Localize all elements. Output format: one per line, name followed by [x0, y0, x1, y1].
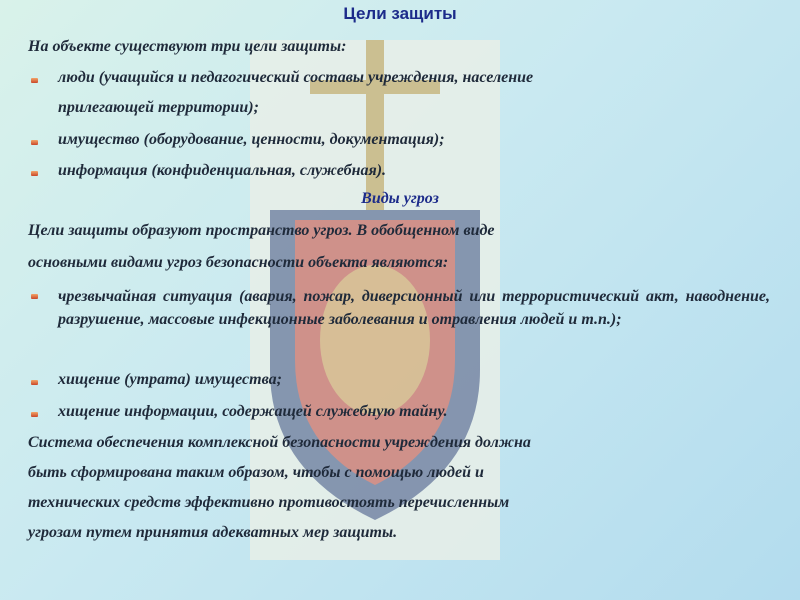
goal-item-property: имущество (оборудование, ценности, документация); — [58, 131, 445, 148]
bullet-icon — [31, 412, 38, 417]
threats-intro-line-1: Цели защиты образуют пространство угроз. В обобщенном виде — [28, 222, 495, 239]
bullet-icon — [31, 78, 38, 83]
bullet-icon — [31, 171, 38, 176]
bullet-icon — [31, 294, 38, 299]
conclusion-line-1: Система обеспечения комплексной безопасности учреждения должна — [28, 434, 531, 451]
conclusion-line-4: угрозам путем принятия адекватных мер защиты. — [28, 524, 398, 541]
conclusion-line-3: технических средств эффективно противостоять перечисленным — [28, 494, 510, 511]
intro-text: На объекте существуют три цели защиты: — [28, 38, 347, 55]
goal-item-information: информация (конфиденциальная, служебная). — [58, 162, 387, 179]
bullet-icon — [31, 380, 38, 385]
threat-item-emergency: чрезвычайная ситуация (авария, пожар, диверсионный или террористический акт, наводнение, разрушение, массовые инфекционные заболевания и отравления людей и т.п.); — [58, 288, 770, 328]
threats-heading: Виды угроз — [361, 190, 439, 207]
threat-item-information-theft: хищение информации, содержащей служебную тайну. — [58, 403, 448, 420]
goal-item-people: люди (учащийся и педагогический составы учреждения, население — [58, 69, 534, 86]
bullet-icon — [31, 140, 38, 145]
goal-item-people-cont: прилегающей территории); — [58, 99, 259, 116]
conclusion-line-2: быть сформирована таким образом, чтобы с помощью людей и — [28, 464, 484, 481]
threat-item-property-loss: хищение (утрата) имущества; — [58, 371, 282, 388]
threats-intro-line-2: основными видами угроз безопасности объекта являются: — [28, 254, 449, 271]
page-title: Цели защиты — [343, 4, 457, 23]
